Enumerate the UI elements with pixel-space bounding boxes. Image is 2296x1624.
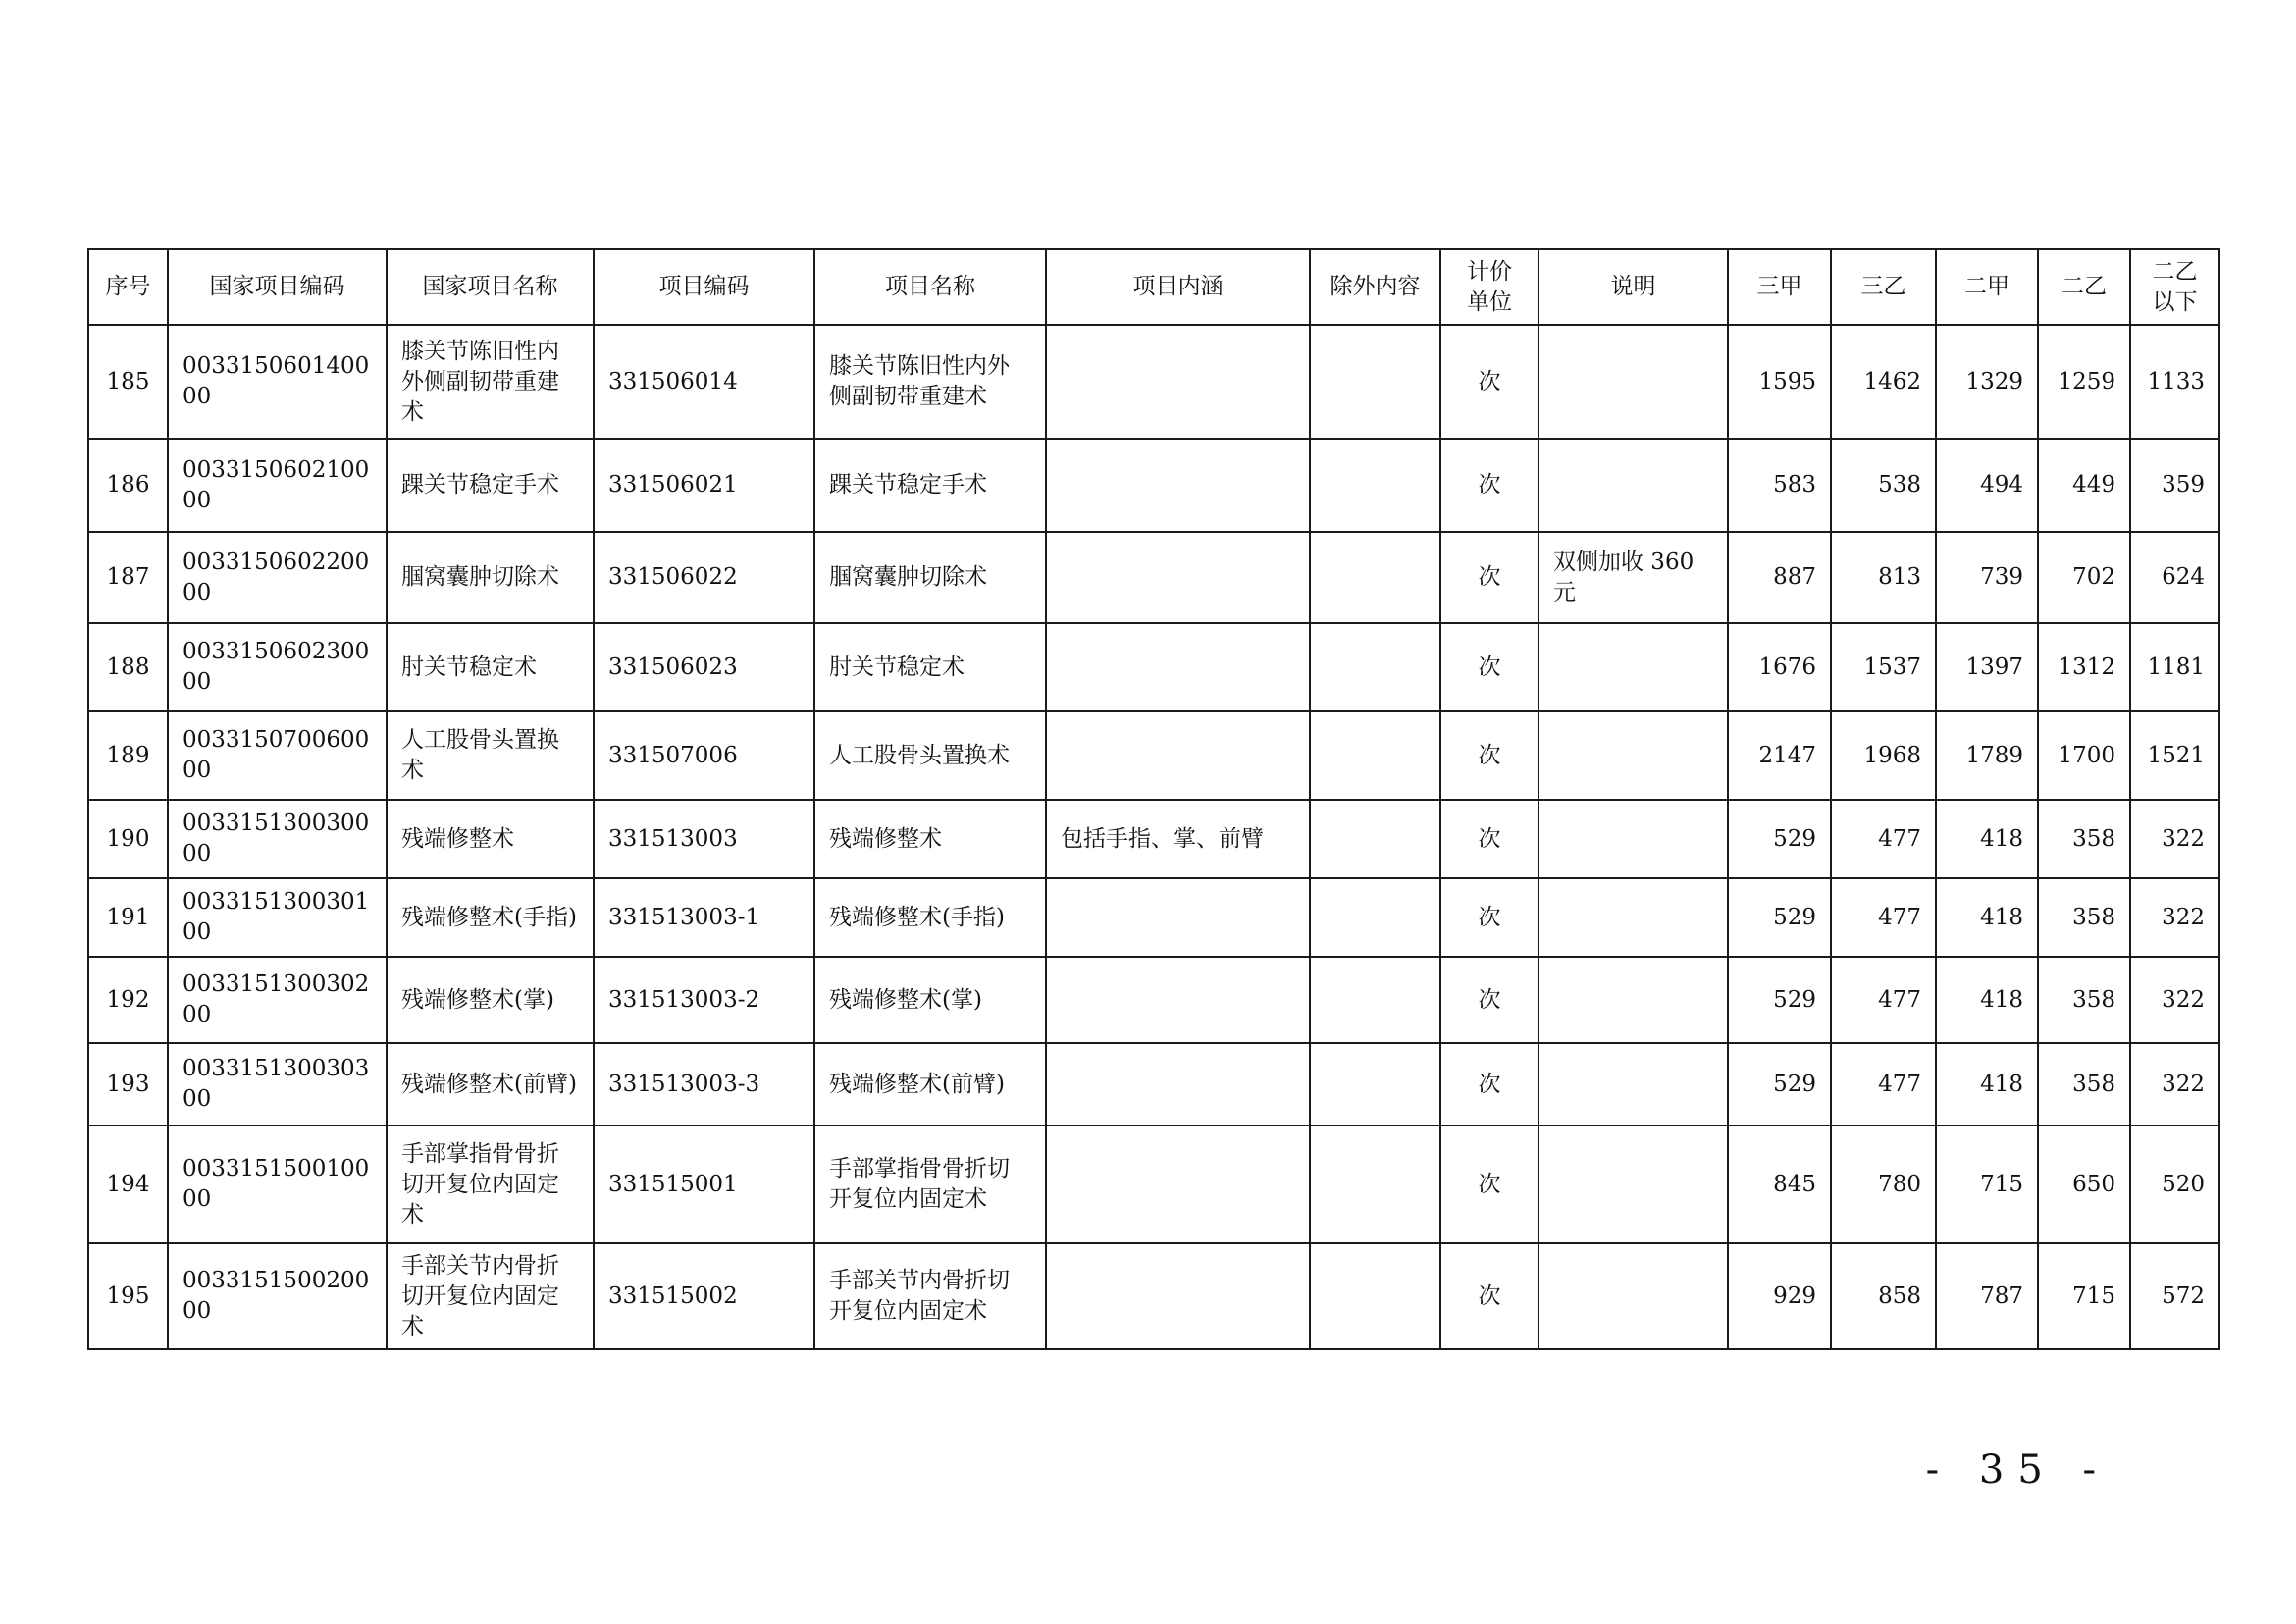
page-number-text: - 35 - bbox=[1925, 1447, 2110, 1493]
row-price-eryi-below: 1521 bbox=[2130, 711, 2219, 800]
row-price-eryi: 1259 bbox=[2038, 325, 2130, 439]
row-item-code: 331507006 bbox=[594, 711, 814, 800]
row-item-content bbox=[1046, 325, 1310, 439]
row-price-erjia: 1397 bbox=[1936, 623, 2038, 711]
row-national-name: 手部关节内骨折切开复位内固定术 bbox=[387, 1243, 594, 1349]
row-national-code: 003315130030100 bbox=[168, 878, 387, 957]
row-price-eryi-below: 322 bbox=[2130, 1043, 2219, 1126]
row-national-code: 003315060140000 bbox=[168, 325, 387, 439]
row-price-eryi: 358 bbox=[2038, 878, 2130, 957]
table-row bbox=[88, 711, 2219, 800]
row-item-name: 腘窝囊肿切除术 bbox=[814, 532, 1046, 623]
table-row bbox=[88, 623, 2219, 711]
row-unit: 次 bbox=[1440, 878, 1539, 957]
row-price-sanjia: 929 bbox=[1728, 1243, 1831, 1349]
row-exclusions bbox=[1310, 1243, 1440, 1349]
row-exclusions bbox=[1310, 878, 1440, 957]
row-item-content bbox=[1046, 957, 1310, 1043]
row-price-sanyi: 780 bbox=[1831, 1126, 1936, 1243]
row-price-eryi-below: 1181 bbox=[2130, 623, 2219, 711]
row-unit: 次 bbox=[1440, 800, 1539, 878]
table-row bbox=[88, 439, 2219, 532]
table-header bbox=[88, 249, 2219, 325]
row-price-sanyi: 477 bbox=[1831, 800, 1936, 878]
column-header: 国家项目编码 bbox=[168, 249, 387, 325]
row-unit: 次 bbox=[1440, 532, 1539, 623]
row-price-erjia: 418 bbox=[1936, 957, 2038, 1043]
row-price-eryi-below: 322 bbox=[2130, 800, 2219, 878]
row-national-code: 003315150010000 bbox=[168, 1126, 387, 1243]
row-exclusions bbox=[1310, 711, 1440, 800]
row-national-name: 膝关节陈旧性内外侧副韧带重建术 bbox=[387, 325, 594, 439]
row-seq: 189 bbox=[88, 711, 168, 800]
row-price-sanyi: 477 bbox=[1831, 957, 1936, 1043]
row-unit: 次 bbox=[1440, 1243, 1539, 1349]
table-row bbox=[88, 957, 2219, 1043]
table-row bbox=[88, 1043, 2219, 1126]
row-item-name: 残端修整术(手指) bbox=[814, 878, 1046, 957]
row-price-sanyi: 1462 bbox=[1831, 325, 1936, 439]
row-price-eryi: 702 bbox=[2038, 532, 2130, 623]
row-price-sanjia: 1595 bbox=[1728, 325, 1831, 439]
column-header: 序号 bbox=[88, 249, 168, 325]
column-header: 二乙 以下 bbox=[2130, 249, 2219, 325]
column-header: 二乙 bbox=[2038, 249, 2130, 325]
row-note bbox=[1539, 957, 1728, 1043]
row-national-name: 残端修整术 bbox=[387, 800, 594, 878]
row-national-name: 踝关节稳定手术 bbox=[387, 439, 594, 532]
row-unit: 次 bbox=[1440, 957, 1539, 1043]
row-price-eryi: 358 bbox=[2038, 1043, 2130, 1126]
row-price-eryi: 358 bbox=[2038, 957, 2130, 1043]
row-item-content bbox=[1046, 1126, 1310, 1243]
row-price-erjia: 715 bbox=[1936, 1126, 2038, 1243]
row-seq: 194 bbox=[88, 1126, 168, 1243]
row-item-content bbox=[1046, 1243, 1310, 1349]
row-price-eryi: 449 bbox=[2038, 439, 2130, 532]
price-table bbox=[87, 248, 2220, 1350]
row-item-name: 手部掌指骨骨折切开复位内固定术 bbox=[814, 1126, 1046, 1243]
row-item-name: 手部关节内骨折切开复位内固定术 bbox=[814, 1243, 1046, 1349]
row-price-erjia: 418 bbox=[1936, 878, 2038, 957]
column-header: 项目编码 bbox=[594, 249, 814, 325]
row-item-code: 331506021 bbox=[594, 439, 814, 532]
row-unit: 次 bbox=[1440, 439, 1539, 532]
row-national-name: 残端修整术(前臂) bbox=[387, 1043, 594, 1126]
row-unit: 次 bbox=[1440, 1043, 1539, 1126]
row-item-name: 膝关节陈旧性内外侧副韧带重建术 bbox=[814, 325, 1046, 439]
row-item-content bbox=[1046, 623, 1310, 711]
row-exclusions bbox=[1310, 1126, 1440, 1243]
row-item-code: 331513003-2 bbox=[594, 957, 814, 1043]
row-seq: 186 bbox=[88, 439, 168, 532]
row-note bbox=[1539, 325, 1728, 439]
row-item-content bbox=[1046, 1043, 1310, 1126]
row-item-code: 331515001 bbox=[594, 1126, 814, 1243]
row-item-name: 人工股骨头置换术 bbox=[814, 711, 1046, 800]
row-price-erjia: 418 bbox=[1936, 800, 2038, 878]
row-item-code: 331513003-3 bbox=[594, 1043, 814, 1126]
row-note bbox=[1539, 878, 1728, 957]
row-note bbox=[1539, 1126, 1728, 1243]
row-exclusions bbox=[1310, 325, 1440, 439]
row-price-eryi-below: 322 bbox=[2130, 957, 2219, 1043]
row-price-erjia: 1789 bbox=[1936, 711, 2038, 800]
row-price-sanyi: 477 bbox=[1831, 1043, 1936, 1126]
row-national-code: 003315130030000 bbox=[168, 800, 387, 878]
row-seq: 195 bbox=[88, 1243, 168, 1349]
row-price-eryi-below: 624 bbox=[2130, 532, 2219, 623]
row-national-code: 003315130030300 bbox=[168, 1043, 387, 1126]
table-row bbox=[88, 532, 2219, 623]
row-item-name: 踝关节稳定手术 bbox=[814, 439, 1046, 532]
row-national-name: 残端修整术(掌) bbox=[387, 957, 594, 1043]
row-price-sanjia: 529 bbox=[1728, 957, 1831, 1043]
row-price-sanjia: 529 bbox=[1728, 800, 1831, 878]
row-national-code: 003315060230000 bbox=[168, 623, 387, 711]
row-note bbox=[1539, 623, 1728, 711]
row-seq: 190 bbox=[88, 800, 168, 878]
row-national-code: 003315060220000 bbox=[168, 532, 387, 623]
row-price-erjia: 787 bbox=[1936, 1243, 2038, 1349]
row-price-eryi: 650 bbox=[2038, 1126, 2130, 1243]
row-note bbox=[1539, 711, 1728, 800]
row-price-eryi: 1700 bbox=[2038, 711, 2130, 800]
row-exclusions bbox=[1310, 439, 1440, 532]
row-unit: 次 bbox=[1440, 623, 1539, 711]
row-price-eryi: 715 bbox=[2038, 1243, 2130, 1349]
row-price-sanyi: 858 bbox=[1831, 1243, 1936, 1349]
row-exclusions bbox=[1310, 800, 1440, 878]
table-row bbox=[88, 325, 2219, 439]
row-price-eryi: 358 bbox=[2038, 800, 2130, 878]
row-price-eryi-below: 1133 bbox=[2130, 325, 2219, 439]
row-exclusions bbox=[1310, 623, 1440, 711]
row-national-code: 003315130030200 bbox=[168, 957, 387, 1043]
row-seq: 193 bbox=[88, 1043, 168, 1126]
row-price-eryi-below: 359 bbox=[2130, 439, 2219, 532]
row-item-code: 331513003 bbox=[594, 800, 814, 878]
row-item-code: 331515002 bbox=[594, 1243, 814, 1349]
row-item-content bbox=[1046, 878, 1310, 957]
column-header: 说明 bbox=[1539, 249, 1728, 325]
row-item-content bbox=[1046, 439, 1310, 532]
row-price-eryi-below: 572 bbox=[2130, 1243, 2219, 1349]
row-note bbox=[1539, 800, 1728, 878]
column-header: 计价 单位 bbox=[1440, 249, 1539, 325]
row-price-erjia: 418 bbox=[1936, 1043, 2038, 1126]
row-seq: 191 bbox=[88, 878, 168, 957]
row-price-sanjia: 529 bbox=[1728, 1043, 1831, 1126]
row-price-sanyi: 1537 bbox=[1831, 623, 1936, 711]
row-price-eryi-below: 322 bbox=[2130, 878, 2219, 957]
row-item-code: 331513003-1 bbox=[594, 878, 814, 957]
row-price-sanjia: 583 bbox=[1728, 439, 1831, 532]
row-price-sanjia: 529 bbox=[1728, 878, 1831, 957]
row-item-name: 肘关节稳定术 bbox=[814, 623, 1046, 711]
header-row bbox=[88, 249, 2219, 325]
page-number bbox=[0, 1447, 2296, 1493]
row-national-code: 003315060210000 bbox=[168, 439, 387, 532]
row-national-name: 残端修整术(手指) bbox=[387, 878, 594, 957]
row-national-name: 人工股骨头置换术 bbox=[387, 711, 594, 800]
row-seq: 185 bbox=[88, 325, 168, 439]
row-price-eryi: 1312 bbox=[2038, 623, 2130, 711]
table-row bbox=[88, 1126, 2219, 1243]
table-row bbox=[88, 800, 2219, 878]
row-item-content bbox=[1046, 711, 1310, 800]
row-price-sanjia: 845 bbox=[1728, 1126, 1831, 1243]
row-national-code: 003315070060000 bbox=[168, 711, 387, 800]
row-price-erjia: 1329 bbox=[1936, 325, 2038, 439]
row-national-name: 肘关节稳定术 bbox=[387, 623, 594, 711]
row-item-code: 331506023 bbox=[594, 623, 814, 711]
row-price-sanyi: 538 bbox=[1831, 439, 1936, 532]
row-item-content: 包括手指、掌、前臂 bbox=[1046, 800, 1310, 878]
row-note bbox=[1539, 1043, 1728, 1126]
row-price-erjia: 739 bbox=[1936, 532, 2038, 623]
column-header: 除外内容 bbox=[1310, 249, 1440, 325]
column-header: 项目内涵 bbox=[1046, 249, 1310, 325]
row-price-sanyi: 1968 bbox=[1831, 711, 1936, 800]
row-unit: 次 bbox=[1440, 711, 1539, 800]
table-body bbox=[88, 325, 2219, 1349]
row-item-code: 331506014 bbox=[594, 325, 814, 439]
row-item-content bbox=[1046, 532, 1310, 623]
column-header: 三乙 bbox=[1831, 249, 1936, 325]
row-price-erjia: 494 bbox=[1936, 439, 2038, 532]
row-exclusions bbox=[1310, 957, 1440, 1043]
row-price-eryi-below: 520 bbox=[2130, 1126, 2219, 1243]
row-national-code: 003315150020000 bbox=[168, 1243, 387, 1349]
row-seq: 187 bbox=[88, 532, 168, 623]
row-item-name: 残端修整术(前臂) bbox=[814, 1043, 1046, 1126]
row-note: 双侧加收 360 元 bbox=[1539, 532, 1728, 623]
table-row bbox=[88, 1243, 2219, 1349]
row-note bbox=[1539, 1243, 1728, 1349]
row-price-sanyi: 477 bbox=[1831, 878, 1936, 957]
column-header: 国家项目名称 bbox=[387, 249, 594, 325]
row-seq: 192 bbox=[88, 957, 168, 1043]
row-national-name: 手部掌指骨骨折切开复位内固定术 bbox=[387, 1126, 594, 1243]
row-exclusions bbox=[1310, 532, 1440, 623]
row-national-name: 腘窝囊肿切除术 bbox=[387, 532, 594, 623]
row-unit: 次 bbox=[1440, 325, 1539, 439]
row-price-sanyi: 813 bbox=[1831, 532, 1936, 623]
row-seq: 188 bbox=[88, 623, 168, 711]
column-header: 三甲 bbox=[1728, 249, 1831, 325]
row-price-sanjia: 2147 bbox=[1728, 711, 1831, 800]
column-header: 项目名称 bbox=[814, 249, 1046, 325]
column-header: 二甲 bbox=[1936, 249, 2038, 325]
row-unit: 次 bbox=[1440, 1126, 1539, 1243]
row-item-code: 331506022 bbox=[594, 532, 814, 623]
row-item-name: 残端修整术(掌) bbox=[814, 957, 1046, 1043]
row-note bbox=[1539, 439, 1728, 532]
row-exclusions bbox=[1310, 1043, 1440, 1126]
row-price-sanjia: 887 bbox=[1728, 532, 1831, 623]
table-row bbox=[88, 878, 2219, 957]
row-item-name: 残端修整术 bbox=[814, 800, 1046, 878]
row-price-sanjia: 1676 bbox=[1728, 623, 1831, 711]
